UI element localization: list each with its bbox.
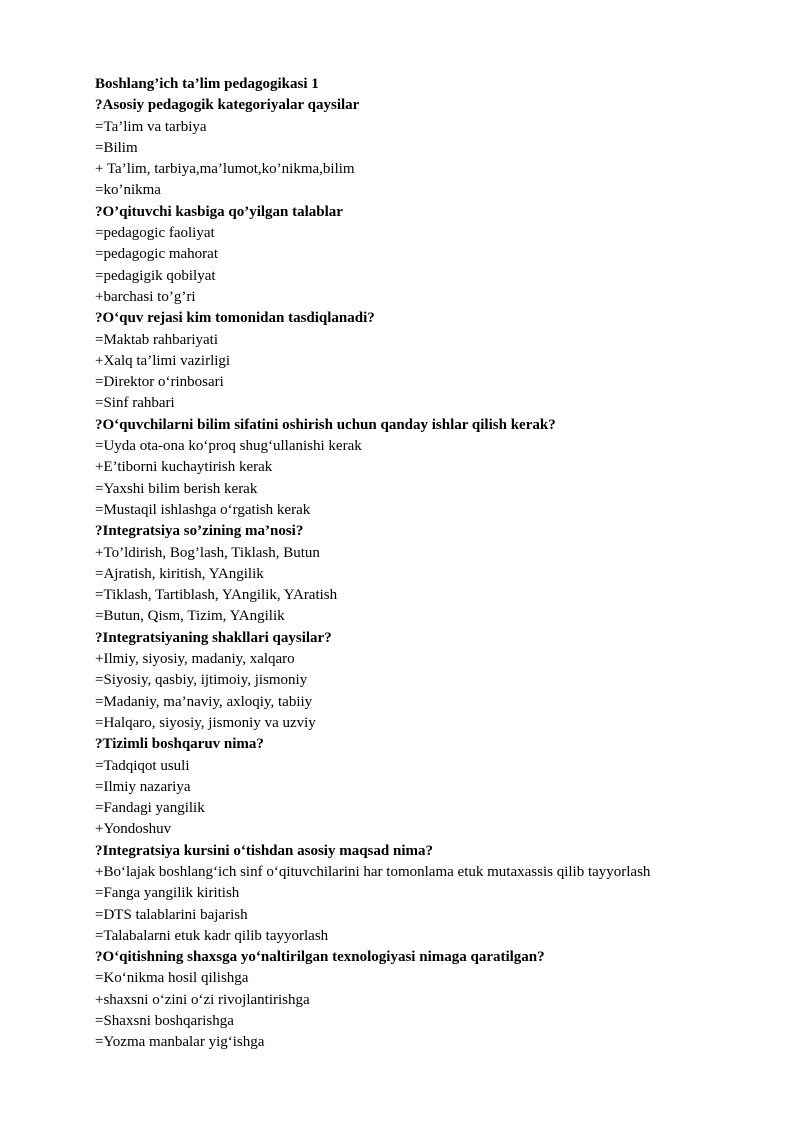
- question-text: ?O’qituvchi kasbiga qo’yilgan talablar: [95, 203, 343, 220]
- answer-option: =Tadqiqot usuli: [95, 757, 190, 774]
- answer-option: +To’ldirish, Bog’lash, Tiklash, Butun: [95, 544, 320, 561]
- answer-option: =Fanga yangilik kiritish: [95, 885, 240, 902]
- answer-option: =Mustaqil ishlashga o‘rgatish kerak: [95, 501, 311, 518]
- answer-option: +Xalq ta’limi vazirligi: [95, 352, 231, 369]
- answer-option: =Shaxsni boshqarishga: [95, 1013, 234, 1030]
- answer-option: =pedagogic faoliyat: [95, 225, 215, 242]
- answer-option: =Siyosiy, qasbiy, ijtimoiy, jismoniy: [95, 672, 308, 689]
- question-text: ?O‘quv rejasi kim tomonidan tasdiqlanadi?: [95, 310, 375, 327]
- answer-option: =Ilmiy nazariya: [95, 778, 191, 795]
- question-block: [95, 415, 775, 521]
- answer-option: =pedagigik qobilyat: [95, 267, 216, 284]
- answer-option: =Ta’lim va tarbiya: [95, 118, 207, 135]
- answer-option: =Tiklash, Tartiblash, YAngilik, YAratish: [95, 587, 338, 604]
- question-text: ?Tizimli boshqaruv nima?: [95, 736, 264, 753]
- answer-option: =DTS talablarini bajarish: [95, 906, 248, 923]
- answer-option: +Bo‘lajak boshlang‘ich sinf o‘qituvchilarini har tomonlama etuk mutaxassis qilib tayyorlash: [95, 863, 651, 880]
- answer-option: + Ta’lim, tarbiya,ma’lumot,ko’nikma,bilim: [95, 161, 355, 178]
- answer-option: =Ko‘nikma hosil qilishga: [95, 970, 249, 987]
- answer-option: =Fandagi yangilik: [95, 800, 205, 817]
- document-page: [95, 74, 775, 1054]
- answer-option: =Yaxshi bilim berish kerak: [95, 480, 258, 497]
- question-block: [95, 734, 775, 840]
- question-block: [95, 628, 775, 734]
- question-text: ?O‘qitishning shaxsga yo‘naltirilgan texnologiyasi nimaga qaratilgan?: [95, 949, 545, 966]
- question-text: ?Integratsiyaning shakllari qaysilar?: [95, 629, 332, 646]
- answer-option: +shaxsni o‘zini o‘zi rivojlantirishga: [95, 991, 310, 1008]
- answer-option: =Yozma manbalar yig‘ishga: [95, 1034, 265, 1051]
- document-title: Boshlang’ich ta’lim pedagogikasi 1: [95, 76, 319, 92]
- question-block: [95, 947, 775, 1053]
- answer-option: =Maktab rahbariyati: [95, 331, 218, 348]
- question-block: [95, 308, 775, 414]
- question-block: [95, 95, 775, 201]
- question-block: [95, 521, 775, 627]
- answer-option: =pedagogic mahorat: [95, 246, 218, 263]
- question-text: ?Asosiy pedagogik kategoriyalar qaysilar: [95, 97, 360, 114]
- question-text: ?Integratsiya kursini o‘tishdan asosiy maqsad nima?: [95, 842, 433, 859]
- answer-option: =Uyda ota-ona ko‘proq shug‘ullanishi kerak: [95, 438, 362, 455]
- answer-option: +Yondoshuv: [95, 821, 172, 838]
- answer-option: +Ilmiy, siyosiy, madaniy, xalqaro: [95, 651, 295, 668]
- question-block: [95, 202, 775, 308]
- answer-option: =Bilim: [95, 139, 138, 156]
- question-text: ?O‘quvchilarni bilim sifatini oshirish uchun qanday ishlar qilish kerak?: [95, 416, 556, 433]
- answer-option: =ko’nikma: [95, 182, 161, 199]
- answer-option: =Butun, Qism, Tizim, YAngilik: [95, 608, 285, 625]
- answer-option: =Halqaro, siyosiy, jismoniy va uzviy: [95, 714, 316, 731]
- answer-option: +E’tiborni kuchaytirish kerak: [95, 459, 273, 476]
- answer-option: =Talabalarni etuk kadr qilib tayyorlash: [95, 927, 329, 944]
- answer-option: +barchasi to’g’ri: [95, 288, 196, 305]
- answer-option: =Direktor o‘rinbosari: [95, 374, 224, 391]
- answer-option: =Sinf rahbari: [95, 395, 175, 412]
- question-text: ?Integratsiya so’zining ma’nosi?: [95, 523, 304, 540]
- answer-option: =Ajratish, kiritish, YAngilik: [95, 565, 264, 582]
- answer-option: =Madaniy, ma’naviy, axloqiy, tabiiy: [95, 693, 313, 710]
- question-block: [95, 841, 775, 947]
